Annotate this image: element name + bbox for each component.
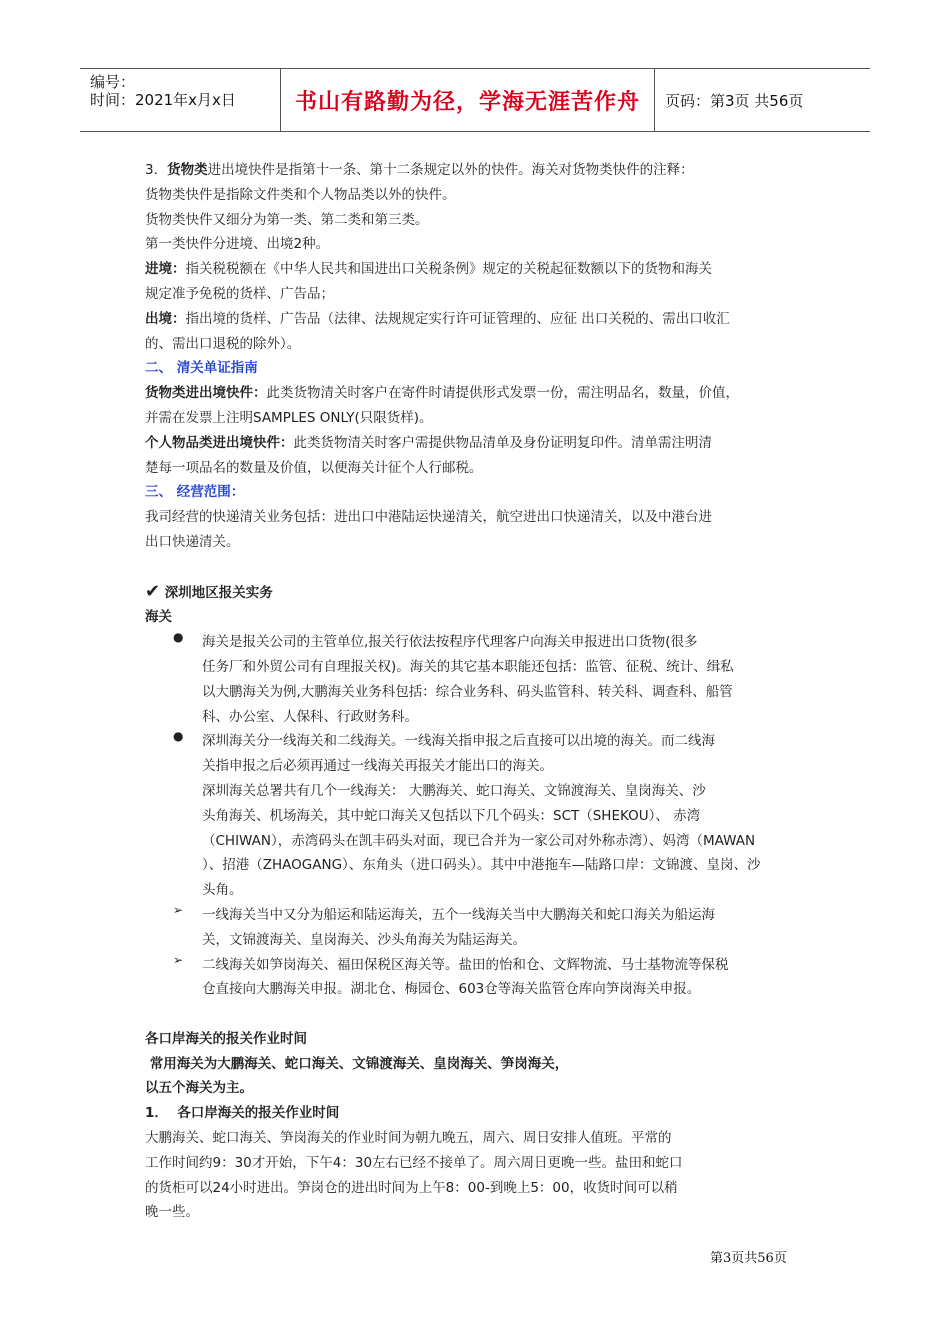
date-label: 时间：2021年x月x日 [90,91,236,109]
paragraph: 出口快递清关。 [145,533,240,550]
paragraph [145,257,810,282]
paragraph: 的货柜可以24小时进出。笋岗仓的进出时间为上午8：00-到晚上5：00，收货时间可以稍 [145,1179,678,1196]
paragraph [145,307,810,332]
bold-heading: 1． 各口岸海关的报关作业时间 [145,1105,340,1122]
paragraph: 货物类快件是指除文件类和个人物品类以外的快件。 [145,186,456,203]
list-text: 关，文锦渡海关、皇岗海关、沙头角海关为陆运海关。 [202,931,526,948]
subsection-title-text: 深圳地区报关实务 [164,584,273,601]
paragraph-text: 进出境快件是指第十一条、第十二条规定以外的快件。海关对货物类快件的注释： [207,162,694,178]
arrow-bullet-icon: ➢ [173,952,184,967]
list-text: 科、办公室、人保科、行政财务科。 [202,708,418,725]
paragraph-text: 此类货物清关时客户在寄件时请提供形式发票一份，需注明品名，数量，价值， [266,385,739,402]
bold-term: 进境： [145,261,186,278]
paragraph [145,381,810,406]
paragraph [145,158,810,183]
list-text: 一线海关当中又分为船运和陆运海关，五个一线海关当中大鹏海关和蛇口海关为船运海 [202,906,715,923]
paragraph: 我司经营的快递清关业务包括：进出口中港陆运快递清关，航空进出口快递清关，以及中港台进 [145,509,712,526]
list-item [145,903,810,953]
paragraph: 楚每一项品名的数量及价值，以便海关计征个人行邮税。 [145,459,483,476]
paragraph [145,431,810,456]
customs-heading: 海关 [145,609,172,626]
spacer [145,555,810,580]
spacer [145,1002,810,1027]
list-text: 深圳海关总署共有几个一线海关： 大鹏海关、蛇口海关、文锦渡海关、皇岗海关、沙 [202,782,706,799]
bullet-icon: ● [173,630,184,645]
paragraph: 并需在发票上注明SAMPLES ONLY(只限货样)。 [145,409,433,426]
checkmark-icon: ✔ [145,580,161,602]
header-page-cell [655,69,870,131]
paragraph: 规定准予免税的货样、广告品； [145,285,334,302]
list-item [145,953,810,1003]
list-text: 仓直接向大鹏海关申报。湖北仓、梅园仓、603仓等海关监管仓库向笋岗海关申报。 [202,981,701,998]
paragraph: 货物类快件又细分为第一类、第二类和第三类。 [145,211,429,228]
motto: 书山有路勤为径，学海无涯苦作舟 [294,89,640,115]
paragraph: 第一类快件分进境、出境2种。 [145,236,330,253]
number-label: 编号： [90,73,136,91]
page-label: 页码：第3页 共56页 [665,91,804,110]
bold-heading: 以五个海关为主。 [145,1080,253,1097]
page-footer: 第3页共56页 [710,1251,787,1266]
list-text: 以大鹏海关为例,大鹏海关业务科包括：综合业务科、码头监管科、转关科、调查科、船管 [202,683,733,700]
list-text: 头角海关、机场海关，其中蛇口海关又包括以下几个码头：SCT（SHEKOU）、 赤湾 [202,807,701,824]
bold-term: 个人物品类进出境快件： [145,434,294,451]
paragraph: 的、需出口退税的除外）。 [145,335,301,352]
list-text: 关指申报之后必须再通过一线海关再报关才能出口的海关。 [202,758,553,775]
bold-heading: 常用海关为大鹏海关、蛇口海关、文锦渡海关、皇岗海关、笋岗海关， [145,1055,569,1072]
arrow-bullet-icon: ➢ [173,902,184,917]
list-text: 深圳海关分一线海关和二线海关。一线海关指申报之后直接可以出境的海关。而二线海 [202,733,715,750]
paragraph-text: 此类货物清关时客户需提供物品清单及身份证明复印件。清单需注明清 [293,434,712,451]
bold-term: 货物类进出境快件： [145,385,267,402]
paragraph: 工作时间约9：30才开始，下午4：30左右已经不接单了。周六周日更晚一些。盐田和蛇口 [145,1154,683,1171]
list-text: 头角。 [202,882,243,899]
subsection-title [145,580,810,606]
list-item [145,729,810,903]
page-header [80,68,870,132]
item-number: 3． [145,162,168,178]
list-text: 海关是报关公司的主管单位,报关行依法按程序代理客户向海关申报进出口货物(很多 [202,634,698,651]
paragraph-text: 指出境的货样、广告品（法律、法规规定实行许可证管理的、应征 出口关税的、需出口收汇 [185,310,730,327]
section-heading: 二、 清关单证指南 [145,360,258,377]
header-motto-cell [281,69,655,131]
bold-term: 货物类 [167,162,208,178]
document-body [145,158,810,1225]
list-text: 二线海关如笋岗海关、福田保税区海关等。盐田的怡和仓、文辉物流、马士基物流等保税 [202,956,729,973]
section-heading: 三、 经营范围： [145,484,245,501]
paragraph: 大鹏海关、蛇口海关、笋岗海关的作业时间为朝九晚五，周六、周日安排人值班。平常的 [145,1130,672,1147]
paragraph: 晚一些。 [145,1204,199,1221]
paragraph-text: 指关税税额在《中华人民共和国进出口关税条例》规定的关税起征数额以下的货物和海关 [185,261,712,278]
list-text: 任务厂和外贸公司有自理报关权)。海关的其它基本职能还包括：监管、征税、统计、缉私 [202,658,734,675]
header-info-cell [80,69,281,131]
list-text: ）、招港（ZHAOGANG）、东角头（进口码头）。其中中港拖车—陆路口岸：文锦渡、皇岗、沙 [202,857,761,874]
list-item [145,630,810,729]
bullet-icon: ● [173,729,184,744]
list-text: （CHIWAN），赤湾码头在凯丰码头对面，现已合并为一家公司对外称赤湾）、妈湾（MAWAN [202,832,756,849]
bold-term: 出境： [145,310,186,327]
bold-heading: 各口岸海关的报关作业时间 [145,1030,307,1047]
